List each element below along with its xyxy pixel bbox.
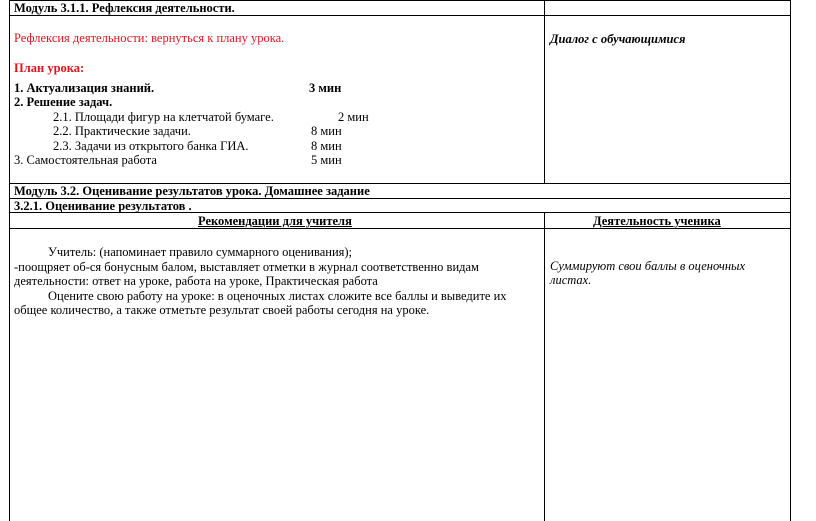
column-divider-lower: [544, 212, 545, 521]
plan-sub-1-time: 2 мин: [338, 110, 369, 124]
column-header-teacher: Рекомендации для учителя: [198, 214, 352, 228]
plan-sub-3-time: 8 мин: [311, 139, 342, 153]
reflection-note: Рефлексия деятельности: вернуться к плану урока.: [14, 31, 285, 45]
table-right-border: [790, 0, 791, 521]
dialog-note: Диалог с обучающимися: [550, 32, 686, 46]
plan-heading: План урока:: [14, 61, 85, 75]
section-321-title: 3.2.1. Оценивание результатов .: [14, 199, 192, 213]
plan-item-3-label: 3. Самостоятельная работа: [14, 153, 157, 167]
plan-sub-3-label: 2.3. Задачи из открытого банка ГИА.: [53, 139, 249, 153]
plan-sub-2-label: 2.2. Практические задачи.: [53, 124, 191, 138]
row-line-5: [9, 228, 791, 229]
plan-item-2-label: 2. Решение задач.: [14, 95, 113, 109]
teacher-paragraph-3: Оцените свою работу на уроке: в оценочных листах сложите все баллы и выведите их общее количество, а также отметьте результат своей работы сегодня на уроке.: [14, 289, 507, 317]
column-divider-upper: [544, 0, 545, 184]
module-32-title: Модуль 3.2. Оценивание результатов урока. Домашнее задание: [14, 184, 370, 198]
plan-item-3-time: 5 мин: [311, 153, 342, 167]
student-activity: Суммируют свои баллы в оценочных листах.: [550, 259, 746, 287]
plan-sub-1-label: 2.1. Площади фигур на клетчатой бумаге.: [53, 110, 274, 124]
column-header-student: Деятельность ученика: [593, 214, 721, 228]
table-left-border: [9, 0, 10, 521]
teacher-paragraph-2: -поощряет об-ся бонусным балом, выставляет отметки в журнал соответственно видам деятельности: ответ на уроке, работа на уроке, Практическая работа: [14, 260, 479, 288]
module-311-title: Модуль 3.1.1. Рефлексия деятельности.: [14, 1, 235, 15]
row-line-1: [9, 15, 791, 16]
plan-item-1-label: 1. Актуализация знаний.: [14, 81, 155, 95]
plan-item-1-time: 3 мин: [309, 81, 342, 95]
teacher-paragraph-1: Учитель: (напоминает правило суммарного оценивания);: [48, 245, 353, 259]
plan-sub-2-time: 8 мин: [311, 124, 342, 138]
